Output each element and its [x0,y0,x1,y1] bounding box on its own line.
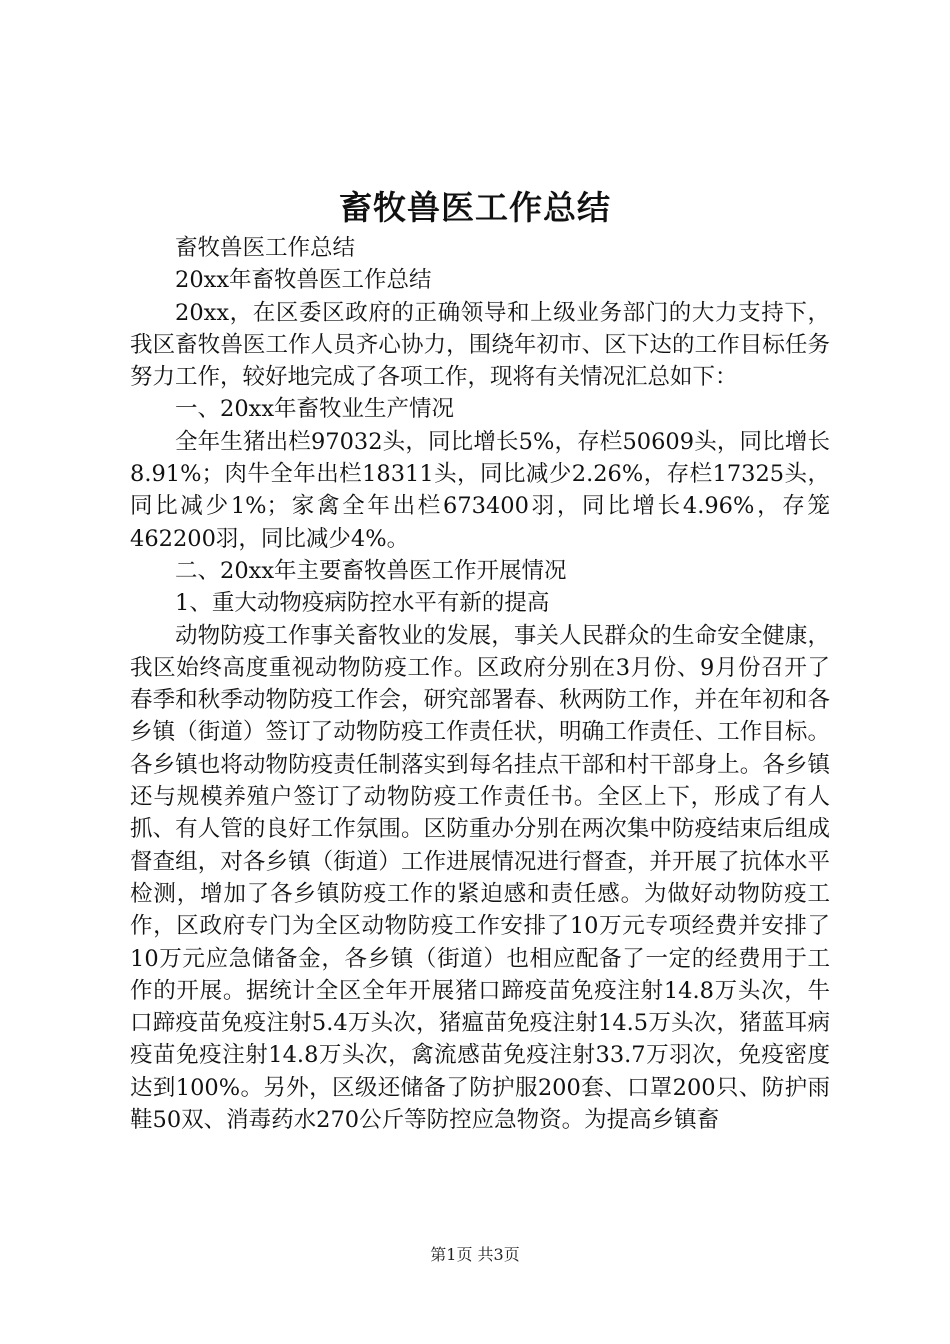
paragraph-subtitle: 畜牧兽医工作总结 [175,235,356,261]
heading-production: 一、20xx年畜牧业生产情况 [175,396,455,423]
paragraph-year-title: 20xx年畜牧兽医工作总结 [175,267,432,294]
paragraph-production: 全年生猪出栏97032头，同比增长5%，存栏50609头，同比增长8.91%；肉牛全年出栏18311头，同比减少2.26%，存栏17325头，同比减少1%；家禽全年出栏673400羽，同比增长4.96%，存笼462200羽，同比减少4%。 [130,428,830,552]
document-body [130,232,830,1136]
heading-disease-control: 1、重大动物疫病防控水平有新的提高 [175,590,550,617]
heading-work: 二、20xx年主要畜牧兽医工作开展情况 [175,557,567,584]
page-footer: 第1页 共3页 [430,1245,520,1264]
paragraph-intro: 20xx，在区委区政府的正确领导和上级业务部门的大力支持下，我区畜牧兽医工作人员齐心协力，围绕年初市、区下达的工作目标任务努力工作，较好地完成了各项工作，现将有关情况汇总如下： [130,299,830,391]
document-title: 畜牧兽医工作总结 [339,188,611,227]
paragraph-disease-control: 动物防疫工作事关畜牧业的发展，事关人民群众的生命安全健康，我区始终高度重视动物防疫工作。区政府分别在3月份、9月份召开了春季和秋季动物防疫工作会，研究部署春、秋两防工作，并在年初和各乡镇（街道）签订了动物防疫工作责任状，明确工作责任、工作目标。各乡镇也将动物防疫责任制落实到每名挂点干部和村干部身上。各乡镇还与规模养殖户签订了动物防疫工作责任书。全区上下，形成了有人抓、有人管的良好工作氛围。区防重办分别在两次集中防疫结束后组成督查组，对各乡镇（街道）工作进展情况进行督查，并开展了抗体水平检测，增加了各乡镇防疫工作的紧迫感和责任感。为做好动物防疫工作，区政府专门为全区动物防疫工作安排了10万元专项经费并安排了10万元应急储备金，各乡镇（街道）也相应配备了一定的经费用于工作的开展。据统计全区全年开展猪口蹄疫苗免疫注射14.8万头次，牛口蹄疫苗免疫注射5.4万头次，猪瘟苗免疫注射14.5万头次，猪蓝耳病疫苗免疫注射14.8万头次，禽流感苗免疫注射33.7万羽次，免疫密度达到100%。另外，区级还储备了防护服200套、口罩200只、防护雨鞋50双、消毒药水270公斤等防控应急物资。为提高乡镇畜 [130,622,830,1134]
